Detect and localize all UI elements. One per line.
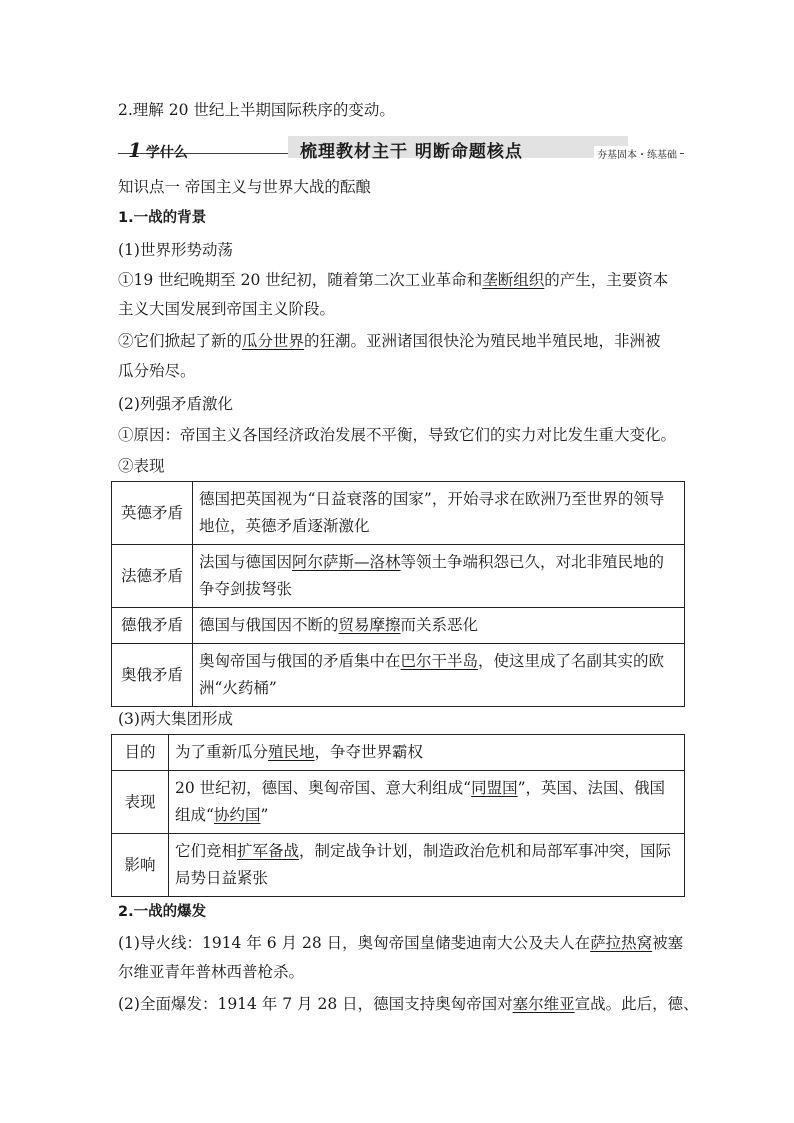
section-heading-2: 2.一战的爆发	[118, 904, 207, 920]
table-row	[112, 644, 685, 707]
row-header: 英德矛盾	[112, 482, 193, 545]
key-term: 贸易摩擦	[338, 616, 401, 634]
row-content: 为了重新瓜分殖民地，争夺世界霸权	[169, 735, 685, 771]
banner-title: 梳理教材主干 明断命题核点	[300, 142, 523, 162]
key-term: 殖民地	[268, 743, 315, 761]
paragraph-6-line-1: (2)全面爆发：1914 年 7 月 28 日，德国支持奥匈帝国对塞尔维亚宣战。此后，德、	[118, 995, 699, 1013]
row-content: 20 世纪初，德国、奥匈帝国、意大利组成“同盟国”，英国、法国、俄国组成“协约国”	[169, 771, 685, 834]
paragraph-5-line-1: (1)导火线：1914 年 6 月 28 日，奥匈帝国皇储斐迪南大公及夫人在萨拉热窝被塞	[118, 934, 684, 952]
banner-right-text: 夯基固本・练基础	[594, 146, 680, 161]
key-term: 瓜分世界	[242, 332, 305, 350]
paragraph-1-line-1: ①19 世纪晚期至 20 世纪初，随着第二次工业革命和垄断组织的产生，主要资本	[118, 271, 669, 289]
knowledge-point-heading: 知识点一 帝国主义与世界大战的酝酿	[118, 178, 371, 196]
table-row	[112, 545, 685, 608]
row-content: 德国把英国视为“日益衰落的国家”，开始寻求在欧洲乃至世界的领导地位，英德矛盾逐渐激化	[193, 482, 685, 545]
row-content: 它们竞相扩军备战，制定战争计划，制造政治危机和局部军事冲突，国际局势日益紧张	[169, 834, 685, 897]
row-header: 表现	[112, 771, 169, 834]
row-content: 奥匈帝国与俄国的矛盾集中在巴尔干半岛，使这里成了名副其实的欧洲“火药桶”	[193, 644, 685, 707]
key-term: 阿尔萨斯—洛林	[292, 553, 401, 571]
banner-tag-label: 学什么	[145, 145, 188, 161]
paragraph-2-line-2: 瓜分殆尽。	[118, 362, 196, 380]
row-header: 法德矛盾	[112, 545, 193, 608]
banner-number: 1	[128, 138, 142, 162]
row-header: 影响	[112, 834, 169, 897]
banner-title-box	[288, 136, 628, 162]
learning-objective: 2.理解 20 世纪上半期国际秩序的变动。	[118, 101, 395, 119]
key-term: 塞尔维亚	[512, 995, 575, 1013]
table-row	[112, 834, 685, 897]
paragraph-2-line-1: ②它们掀起了新的瓜分世界的狂潮。亚洲诸国很快沦为殖民地半殖民地，非洲被	[118, 332, 661, 350]
key-term: 扩军备战	[237, 842, 300, 860]
paragraph-1-line-2: 主义大国发展到帝国主义阶段。	[118, 300, 336, 318]
key-term: 同盟国	[471, 779, 518, 797]
table-row	[112, 771, 685, 834]
paragraph-4: ②表现	[118, 457, 165, 475]
row-content: 法国与德国因阿尔萨斯—洛林等领土争端积怨已久，对北非殖民地的争夺剑拔弩张	[193, 545, 685, 608]
key-term: 垄断组织	[482, 271, 545, 289]
row-header: 奥俄矛盾	[112, 644, 193, 707]
key-term: 协约国	[213, 806, 261, 824]
banner-tag	[128, 138, 188, 162]
paragraph-3: ①原因：帝国主义各国经济政治发展不平衡，导致它们的实力对比发生重大变化。	[118, 426, 677, 444]
subheading-3: (3)两大集团形成	[118, 710, 233, 728]
paragraph-5-line-2: 尔维亚青年普林西普枪杀。	[118, 963, 305, 981]
row-header: 目的	[112, 735, 169, 771]
subheading-1: (1)世界形势动荡	[118, 241, 233, 259]
row-content: 德国与俄国因不断的贸易摩擦而关系恶化	[193, 608, 685, 644]
row-header: 德俄矛盾	[112, 608, 193, 644]
key-term: 萨拉热窝	[590, 934, 653, 952]
section-banner	[118, 136, 684, 160]
table-row	[112, 608, 685, 644]
table-row	[112, 735, 685, 771]
alliances-table	[111, 734, 685, 897]
section-heading-1: 1.一战的背景	[118, 210, 207, 226]
table-row	[112, 482, 685, 545]
subheading-2: (2)列强矛盾激化	[118, 395, 233, 413]
key-term: 巴尔干半岛	[400, 652, 479, 670]
rivalry-table	[111, 481, 685, 707]
